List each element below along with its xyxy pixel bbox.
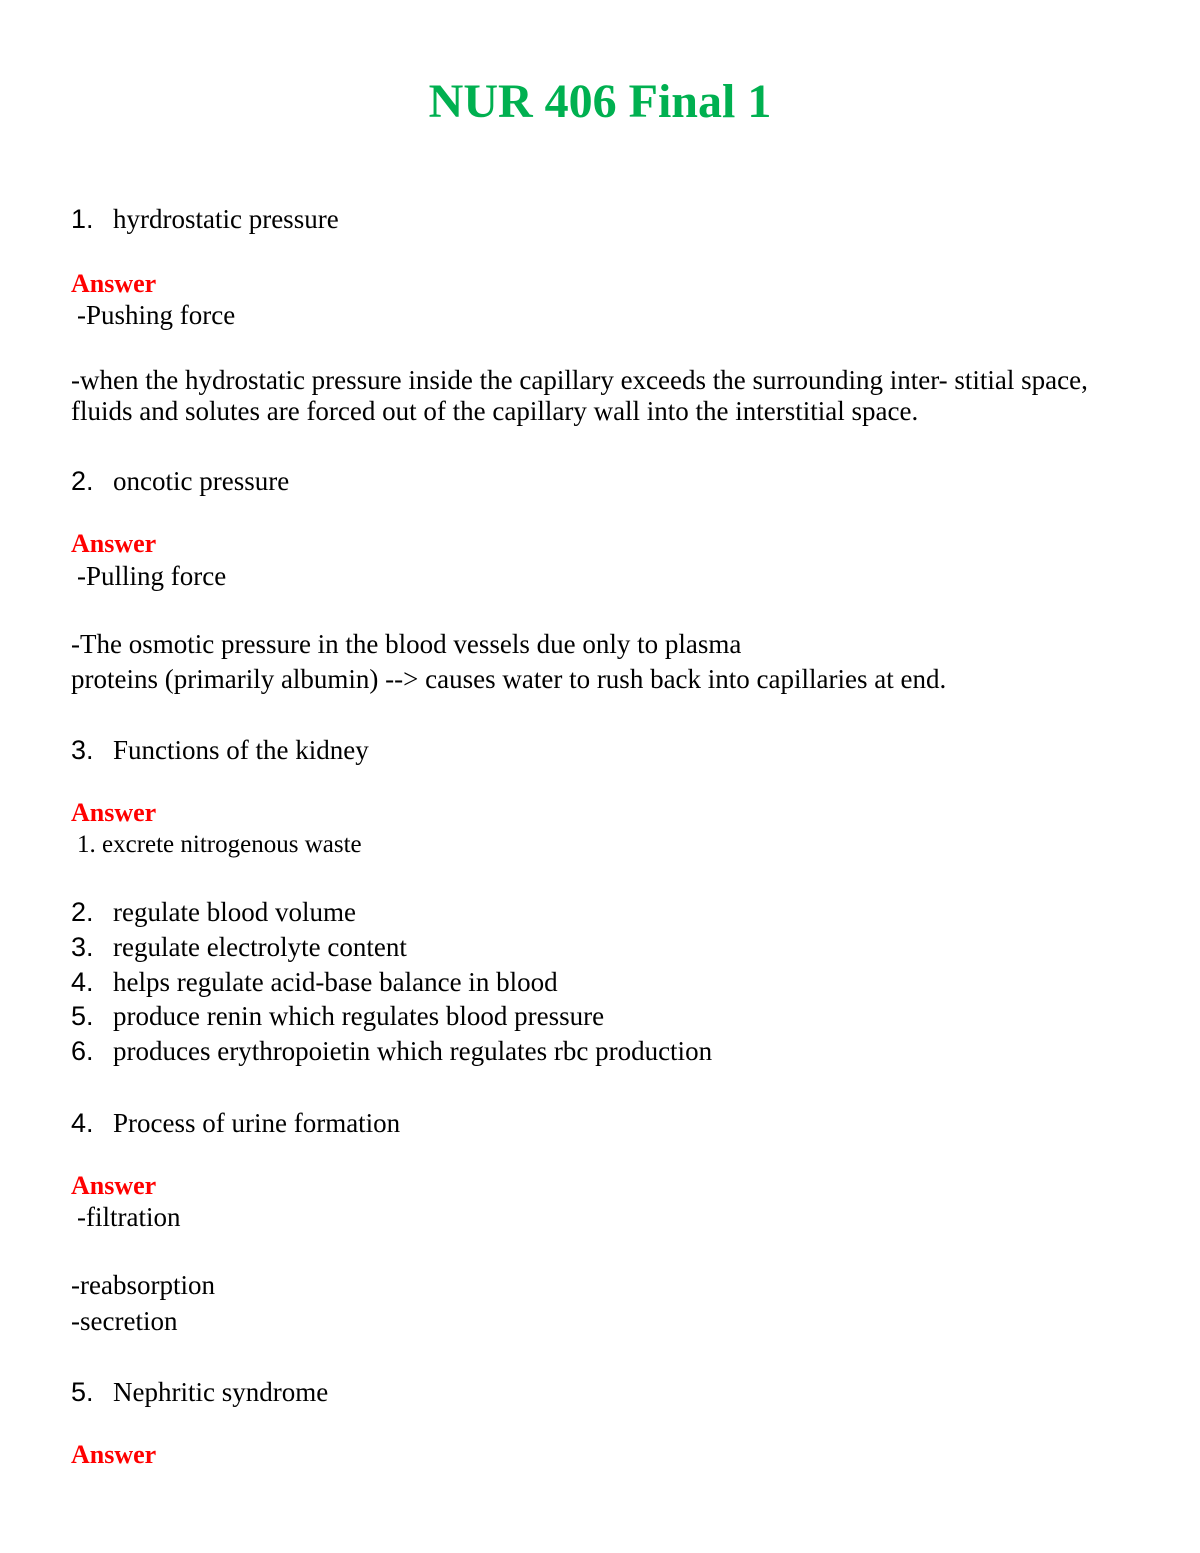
answer-line: proteins (primarily albumin) --> causes water to rush back into capillaries at end. (71, 664, 947, 694)
question-term: Functions of the kidney (113, 735, 369, 765)
list-text: helps regulate acid-base balance in blood (113, 967, 558, 997)
list-text: produce renin which regulates blood pressure (113, 1001, 605, 1031)
answer-line: -Pushing force (77, 300, 236, 330)
question-number: 5. (71, 1377, 94, 1407)
question-term: oncotic pressure (113, 466, 290, 496)
answer-list-item (71, 1034, 712, 1068)
answer-line: -The osmotic pressure in the blood vessels due only to plasma (71, 629, 742, 659)
answer-list-item (71, 965, 558, 999)
question-5 (71, 1375, 328, 1409)
answer-line: -reabsorption (71, 1270, 215, 1300)
question-3 (71, 733, 369, 767)
question-number: 3. (71, 735, 94, 765)
question-4 (71, 1106, 400, 1140)
question-1 (71, 202, 339, 236)
list-text: regulate electrolyte content (113, 932, 407, 962)
list-number: 5. (71, 1001, 94, 1031)
answer-label: Answer (71, 798, 157, 827)
list-number: 6. (71, 1036, 94, 1066)
list-text: produces erythropoietin which regulates rbc production (113, 1036, 713, 1066)
question-term: Nephritic syndrome (113, 1377, 329, 1407)
answer-label: Answer (71, 1171, 157, 1200)
answer-label: Answer (71, 1440, 157, 1469)
question-number: 1. (71, 204, 94, 234)
question-number: 4. (71, 1108, 94, 1138)
list-number: 4. (71, 967, 94, 997)
answer-line: -filtration (77, 1202, 181, 1232)
question-number: 2. (71, 466, 94, 496)
question-term: hyrdrostatic pressure (113, 204, 339, 234)
answer-label: Answer (71, 269, 157, 298)
answer-list-item (71, 895, 356, 929)
question-term: Process of urine formation (113, 1108, 401, 1138)
question-2 (71, 464, 289, 498)
answer-line: -when the hydrostatic pressure inside the capillary exceeds the surrounding inter- stitial space, (71, 365, 1088, 395)
answer-line: -Pulling force (77, 561, 227, 591)
list-number: 2. (71, 897, 94, 927)
answer-line: fluids and solutes are forced out of the capillary wall into the interstitial space. (71, 396, 919, 426)
answer-list-item (71, 999, 604, 1033)
list-text: regulate blood volume (113, 897, 356, 927)
answer-line: 1. excrete nitrogenous waste (77, 831, 362, 858)
document-title: NUR 406 Final 1 (428, 75, 772, 128)
list-number: 3. (71, 932, 94, 962)
answer-list-item (71, 930, 407, 964)
answer-label: Answer (71, 529, 157, 558)
answer-line: -secretion (71, 1306, 178, 1336)
